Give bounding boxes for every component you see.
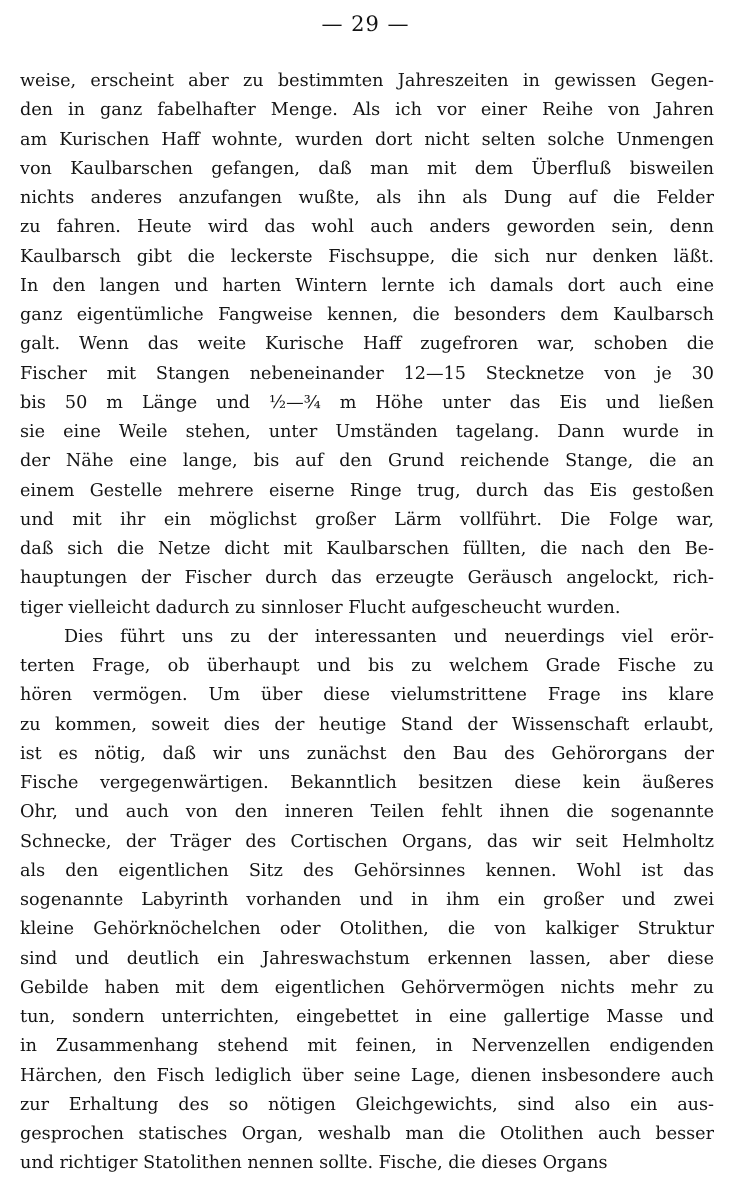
text-line: zu kommen, soweit dies der heutige Stand der Wissenschaft erlaubt, [20,714,714,735]
text-line: und mit ihr ein möglichst großer Lärm vollführt. Die Folge war, [20,509,714,530]
text-line: tiger vielleicht dadurch zu sinnloser Flucht aufgescheucht wurden. [20,597,621,618]
text-line: ganz eigentümliche Fangweise kennen, die besonders dem Kaulbarsch [20,305,714,325]
text-line: sind und deutlich ein Jahreswachstum erkennen lassen, aber diese [20,948,714,969]
text-line: sogenannte Labyrinth vorhanden und in ihm ein großer und zwei [20,890,714,910]
text-line: hauptungen der Fischer durch das erzeugte Geräusch angelockt, rich- [20,568,714,589]
text-line: als den eigentlichen Sitz des Gehörsinnes kennen. Wohl ist das [20,860,714,881]
text-line: nichts anderes anzufangen wußte, als ihn als Dung auf die Felder [20,188,714,208]
text-line: Gebilde haben mit dem eigentlichen Gehörvermögen nichts mehr zu [20,977,714,998]
text-line: am Kurischen Haff wohnte, wurden dort nicht selten solche Unmengen [20,129,714,150]
text-line: tun, sondern unterrichten, eingebettet in eine gallertige Masse und [20,1007,714,1027]
text-line: daß sich die Netze dicht mit Kaulbarschen füllten, die nach den Be- [20,539,714,559]
text-line: zur Erhaltung des so nötigen Gleichgewichts, sind also ein aus- [20,1094,714,1115]
text-line: kleine Gehörknöchelchen oder Otolithen, die von kalkiger Struktur [20,919,714,940]
body-text [20,67,714,1179]
text-line: hören vermögen. Um über diese vielumstrittene Frage ins klare [20,685,714,706]
text-line: Härchen, den Fisch lediglich über seine Lage, dienen insbesondere auch [20,1065,714,1086]
text-line: einem Gestelle mehrere eiserne Ringe trug, durch das Eis gestoßen [20,480,714,501]
text-line: ist es nötig, daß wir uns zunächst den Bau des Gehörorgans der [20,743,714,764]
text-line: sie eine Weile stehen, unter Umständen tagelang. Dann wurde in [20,422,714,442]
text-line: der Nähe eine lange, bis auf den Grund reichende Stange, die an [20,451,714,472]
text-line: Dies führt uns zu der interessanten und neuerdings viel erör- [64,626,714,647]
text-line: Ohr, und auch von den inneren Teilen fehlt ihnen die sogenannte [20,802,714,823]
text-line: und richtiger Statolithen nennen sollte. Fische, die dieses Organs [20,1153,608,1174]
text-line: Kaulbarsch gibt die leckerste Fischsuppe, die sich nur denken läßt. [20,246,714,267]
text-line: zu fahren. Heute wird das wohl auch anders geworden sein, denn [20,217,714,238]
text-line: Fischer mit Stangen nebeneinander 12—15 Stecknetze von je 30 [20,363,714,384]
text-line: von Kaulbarschen gefangen, daß man mit dem Überfluß bisweilen [20,158,714,179]
page-number: — 29 — [321,12,410,36]
text-line: weise, erscheint aber zu bestimmten Jahreszeiten in gewissen Gegen- [20,71,714,91]
text-line: terten Frage, ob überhaupt und bis zu welchem Grade Fische zu [20,656,714,676]
text-line: den in ganz fabelhafter Menge. Als ich vor einer Reihe von Jahren [20,100,714,121]
text-line: Schnecke, der Träger des Cortischen Organs, das wir seit Helmholtz [20,831,714,852]
text-line: Fische vergegenwärtigen. Bekanntlich besitzen diese kein äußeres [20,773,714,793]
text-line: bis 50 m Länge und ½—¾ m Höhe unter das Eis und ließen [20,392,714,413]
text-line: In den langen und harten Wintern lernte ich damals dort auch eine [20,275,714,296]
text-line: in Zusammenhang stehend mit feinen, in Nervenzellen endigenden [20,1036,714,1057]
text-line: galt. Wenn das weite Kurische Haff zugefroren war, schoben die [20,334,714,355]
text-line: gesprochen statisches Organ, weshalb man die Otolithen auch besser [20,1124,714,1144]
